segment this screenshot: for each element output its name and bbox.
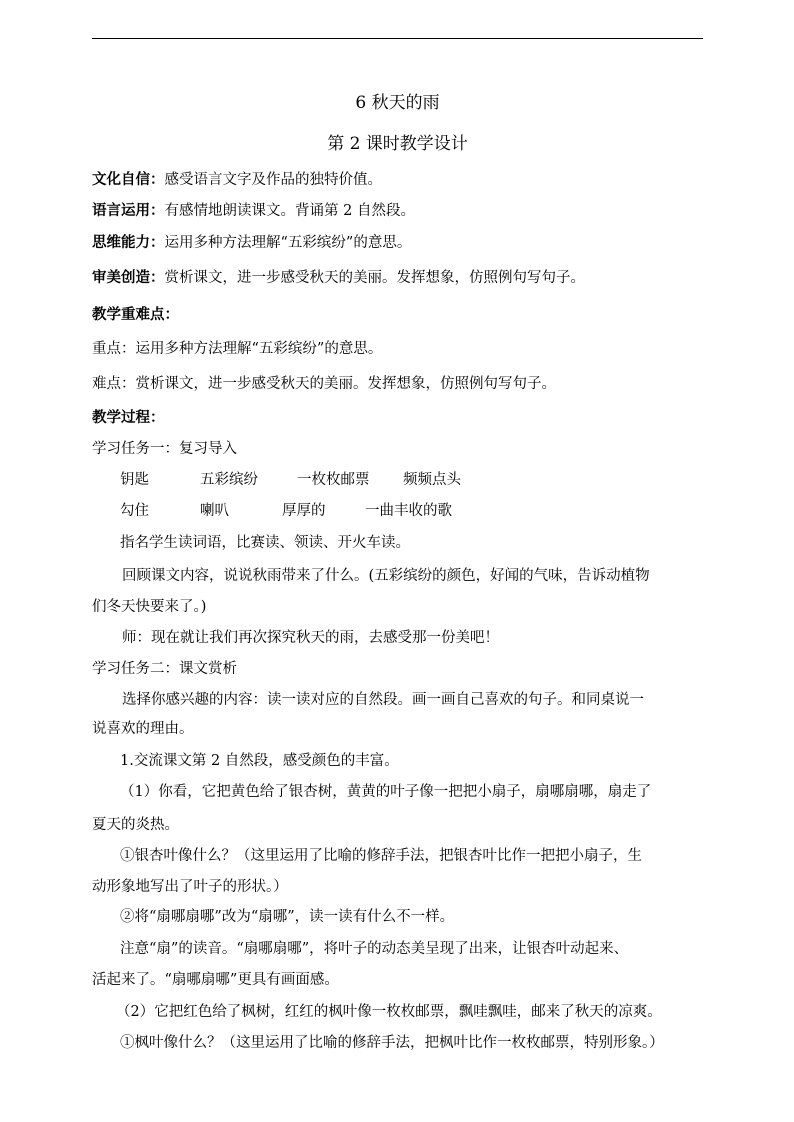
- goal-text: 有感情地朗读课文。背诵第 2 自然段。: [164, 203, 415, 219]
- word: 一枚枚邮票: [297, 472, 370, 488]
- paragraph: 指名学生读词语，比赛读、领读、开火车读。: [120, 535, 410, 551]
- difficult-point: 难点：赏析课文，进一步感受秋天的美丽。发挥想象，仿照例句写句子。: [92, 376, 556, 392]
- task2-heading: 学习任务二：课文赏析: [92, 661, 237, 677]
- paragraph: 说喜欢的理由。: [92, 721, 194, 737]
- paragraph: 活起来了。“扇哪扇哪”更具有画面感。: [92, 972, 339, 988]
- paragraph: （1）你看，它把黄色给了银杏树，黄黄的叶子像一把把小扇子，扇哪扇哪，扇走了: [120, 784, 652, 800]
- paragraph: （2）它把红色给了枫树，红红的枫叶像一枚枚邮票，飘哇飘哇，邮来了秋天的凉爽。: [116, 1004, 662, 1020]
- paragraph: ②将“扇哪扇哪”改为“扇哪”，读一读有什么不一样。: [120, 909, 455, 925]
- paragraph: 们冬天快要来了。): [92, 599, 207, 615]
- paragraph: 动形象地写出了叶子的形状。）: [92, 879, 288, 895]
- paragraph: 注意“扇”的读音。“扇哪扇哪”，将叶子的动态美呈现了出来，让银杏叶动起来、: [120, 941, 629, 957]
- goal-text: 感受语言文字及作品的独特价值。: [164, 172, 382, 188]
- goal-label: 思维能力：: [92, 234, 165, 251]
- task1-heading: 学习任务一：复习导入: [92, 441, 237, 457]
- goal-label: 审美创造：: [92, 269, 165, 286]
- paragraph: ①银杏叶像什么？（这里运用了比喻的修辞手法，把银杏叶比作一把把小扇子，生: [120, 848, 642, 864]
- goal-language: [92, 201, 415, 221]
- header-rule: [92, 38, 703, 39]
- key-heading: 教学重难点：: [92, 306, 179, 323]
- goal-text: 运用多种方法理解“五彩缤纷”的意思。: [164, 235, 412, 251]
- goal-culture: [92, 170, 382, 190]
- paragraph: 1.交流课文第 2 自然段，感受颜色的丰富。: [120, 753, 399, 769]
- goal-aesthetic: [92, 268, 585, 288]
- word: 钥匙: [120, 472, 149, 488]
- word: 五彩缤纷: [200, 472, 258, 488]
- lesson-title: 6 秋天的雨: [355, 93, 440, 113]
- paragraph: ①枫叶像什么？（这里运用了比喻的修辞手法，把枫叶比作一枚枚邮票，特别形象。）: [120, 1035, 664, 1051]
- goal-text: 赏析课文，进一步感受秋天的美丽。发挥想象，仿照例句写句子。: [164, 270, 585, 286]
- word: 频频点头: [403, 472, 461, 488]
- paragraph: 回顾课文内容，说说秋雨带来了什么。(五彩缤纷的颜色，好闻的气味，告诉动植物: [122, 568, 650, 584]
- word: 喇叭: [200, 503, 229, 519]
- process-heading: 教学过程：: [92, 409, 165, 426]
- goal-label: 语言运用：: [92, 202, 165, 219]
- lesson-subtitle: 第 2 课时教学设计: [327, 134, 468, 154]
- goal-thinking: [92, 233, 411, 253]
- word: 勾住: [120, 503, 149, 519]
- goal-label: 文化自信：: [92, 171, 165, 188]
- word: 一曲丰收的歌: [365, 503, 452, 519]
- paragraph: 夏天的炎热。: [92, 817, 179, 833]
- word: 厚厚的: [282, 503, 326, 519]
- paragraph: 选择你感兴趣的内容：读一读对应的自然段。画一画自己喜欢的句子。和同桌说一: [122, 692, 644, 708]
- key-point: 重点：运用多种方法理解“五彩缤纷”的意思。: [92, 341, 383, 357]
- paragraph: 师：现在就让我们再次探究秋天的雨，去感受那一份美吧！: [122, 630, 499, 646]
